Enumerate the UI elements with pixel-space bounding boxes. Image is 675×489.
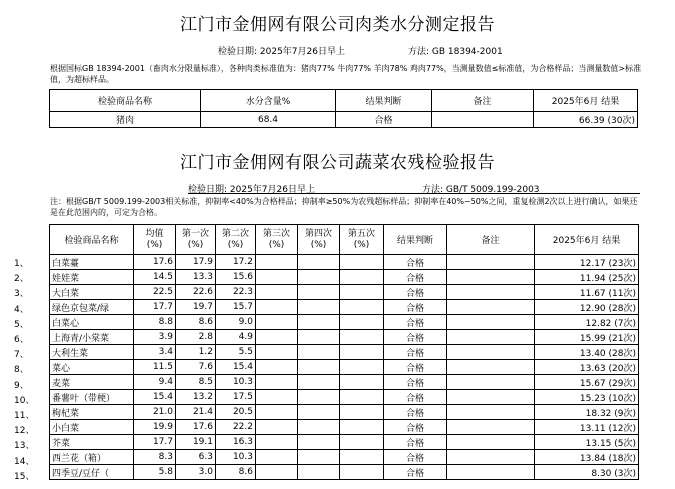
- test-3-value: [256, 330, 298, 345]
- test-2-value: 15.7: [216, 300, 256, 315]
- average-value: 8.3: [134, 450, 176, 465]
- vegetable-name: 娃娃菜: [50, 270, 134, 285]
- test-5-value: [340, 360, 384, 375]
- test-2-value: 22.2: [216, 420, 256, 435]
- table-row: [50, 330, 639, 345]
- test-4-value: [298, 270, 340, 285]
- header-product-name: 检验商品名称: [50, 225, 134, 255]
- test-3-value: [256, 360, 298, 375]
- meat-table: [49, 89, 638, 128]
- test-4-value: [298, 450, 340, 465]
- remark-value: [447, 270, 535, 285]
- row-number: 15、: [14, 471, 35, 482]
- june-result-value: 15.23 (10次): [535, 390, 639, 405]
- header-test-1: 第一次 (%): [176, 225, 216, 255]
- test-1-value: 21.4: [176, 405, 216, 420]
- result-value: 合格: [384, 390, 447, 405]
- june-result-value: 12.90 (28次): [535, 300, 639, 315]
- test-5-value: [340, 255, 384, 270]
- result-value: 合格: [384, 405, 447, 420]
- header-june-result: 2025年6月 结果: [535, 225, 639, 255]
- test-4-value: [298, 330, 340, 345]
- test-3-value: [256, 270, 298, 285]
- result-value: 合格: [384, 465, 447, 480]
- row-number: 8、: [14, 365, 29, 376]
- test-2-value: 16.3: [216, 435, 256, 450]
- test-4-value: [298, 300, 340, 315]
- remark-value: [447, 360, 535, 375]
- vegetable-name: 白菜心: [50, 315, 134, 330]
- header-average: 均值 (%): [134, 225, 176, 255]
- remark-value: [447, 315, 535, 330]
- test-2-value: 22.3: [216, 285, 256, 300]
- header-test-4: 第四次 (%): [298, 225, 340, 255]
- vegetable-name: 绿色京包菜/绿: [50, 300, 134, 315]
- average-value: 8.8: [134, 315, 176, 330]
- table-row: [50, 435, 639, 450]
- vegetable-name: 四季豆/豆仔（: [50, 465, 134, 480]
- average-value: 14.5: [134, 270, 176, 285]
- result-value: 合格: [384, 270, 447, 285]
- june-result-value: 11.67 (11次): [535, 285, 639, 300]
- test-2-value: 8.6: [216, 465, 256, 480]
- test-2-value: 5.5: [216, 345, 256, 360]
- remark-value: [447, 390, 535, 405]
- row-number: 2、: [14, 274, 29, 285]
- vegetable-name: 上海青/小棠菜: [50, 330, 134, 345]
- test-3-value: [256, 300, 298, 315]
- row-number: 1、: [14, 259, 29, 269]
- test-5-value: [340, 285, 384, 300]
- june-result-value: 13.63 (20次): [535, 360, 639, 375]
- test-5-value: [340, 465, 384, 480]
- test-4-value: [298, 285, 340, 300]
- result-value: 合格: [384, 420, 447, 435]
- table-row: [50, 450, 639, 465]
- result-value: 合格: [384, 255, 447, 270]
- test-1-value: 17.9: [176, 255, 216, 270]
- test-5-value: [340, 435, 384, 450]
- june-result-value: 8.30 (3次): [535, 465, 639, 480]
- test-5-value: [340, 315, 384, 330]
- remark-value: [447, 450, 535, 465]
- table-row: [50, 375, 639, 390]
- june-result-value: 15.99 (21次): [535, 330, 639, 345]
- vegetable-name: 小白菜: [50, 420, 134, 435]
- moisture-value: 68.4: [201, 112, 336, 128]
- header-test-5: 第五次 (%): [340, 225, 384, 255]
- row-number: 3、: [14, 289, 29, 300]
- table-row: [50, 345, 639, 360]
- row-number: 10、: [14, 395, 35, 406]
- vegetable-name: 菜心: [50, 360, 134, 375]
- june-result-value: 13.11 (12次): [535, 420, 639, 435]
- result-value: 合格: [384, 360, 447, 375]
- row-number: 11、: [14, 411, 35, 421]
- test-2-value: 15.6: [216, 270, 256, 285]
- result-value: 合格: [384, 450, 447, 465]
- june-result-value: 13.84 (18次): [535, 450, 639, 465]
- june-result-value: 66.39 (30次): [534, 112, 638, 128]
- average-value: 11.5: [134, 360, 176, 375]
- average-value: 3.9: [134, 330, 176, 345]
- vegetable-name: 大白菜: [50, 285, 134, 300]
- test-2-value: 15.4: [216, 360, 256, 375]
- test-5-value: [340, 420, 384, 435]
- average-value: 9.4: [134, 375, 176, 390]
- test-4-value: [298, 435, 340, 450]
- header-remark: 备注: [432, 90, 534, 112]
- row-number: 6、: [14, 335, 29, 345]
- veg-report-title: 江门市金佣网有限公司蔬菜农残检验报告: [180, 153, 495, 173]
- average-value: 19.9: [134, 420, 176, 435]
- remark-value: [447, 375, 535, 390]
- remark-value: [447, 465, 535, 480]
- table-row: [50, 405, 639, 420]
- table-row: [50, 315, 639, 330]
- result-value: 合格: [384, 375, 447, 390]
- remark-value: [447, 420, 535, 435]
- product-name: 猪肉: [50, 112, 201, 128]
- vegetable-name: 枸杞菜: [50, 405, 134, 420]
- test-1-value: 8.6: [176, 315, 216, 330]
- veg-standard-note: 注：根据GB/T 5009.199-2003相关标准，抑制率<40%为合格样品；抑制率≥50%为农残超标样品；抑制率在40%~50%之间，重复检测2次以上进行确认，如果还是在此范围内的，可定为合格。: [50, 197, 638, 217]
- test-5-value: [340, 270, 384, 285]
- header-product-name: 检验商品名称: [50, 90, 201, 112]
- veg-test-date: 检验日期: 2025年7月26日早上: [188, 185, 315, 195]
- row-number: 9、: [14, 380, 29, 391]
- test-2-value: 10.3: [216, 450, 256, 465]
- row-number: 7、: [14, 350, 29, 361]
- test-3-value: [256, 285, 298, 300]
- test-4-value: [298, 390, 340, 405]
- vegetable-name: 大利生菜: [50, 345, 134, 360]
- table-row: [50, 465, 639, 480]
- remark-value: [447, 435, 535, 450]
- test-5-value: [340, 375, 384, 390]
- test-3-value: [256, 390, 298, 405]
- test-1-value: 19.1: [176, 435, 216, 450]
- header-remark: 备注: [447, 225, 535, 255]
- test-4-value: [298, 405, 340, 420]
- test-4-value: [298, 315, 340, 330]
- test-3-value: [256, 450, 298, 465]
- result-value: 合格: [384, 435, 447, 450]
- remark-value: [432, 112, 534, 128]
- june-result-value: 13.40 (28次): [535, 345, 639, 360]
- average-value: 21.0: [134, 405, 176, 420]
- test-5-value: [340, 390, 384, 405]
- test-1-value: 13.3: [176, 270, 216, 285]
- test-5-value: [340, 330, 384, 345]
- remark-value: [447, 300, 535, 315]
- test-3-value: [256, 375, 298, 390]
- test-1-value: 13.2: [176, 390, 216, 405]
- table-row: [50, 420, 639, 435]
- test-3-value: [256, 420, 298, 435]
- vegetable-name: 番薯叶（带梗）: [50, 390, 134, 405]
- test-3-value: [256, 405, 298, 420]
- result-value: 合格: [384, 300, 447, 315]
- meat-test-date: 检验日期: 2025年7月26日早上: [218, 47, 345, 57]
- meat-method: 方法: GB 18394-2001: [408, 47, 503, 57]
- remark-value: [447, 345, 535, 360]
- header-result: 结果判断: [384, 225, 447, 255]
- test-1-value: 1.2: [176, 345, 216, 360]
- veg-table-header: [50, 225, 639, 255]
- veg-table: [49, 224, 639, 480]
- test-2-value: 10.3: [216, 375, 256, 390]
- remark-value: [447, 330, 535, 345]
- result-value: 合格: [384, 285, 447, 300]
- test-5-value: [340, 405, 384, 420]
- result-value: 合格: [336, 112, 432, 128]
- meat-table-header: [50, 90, 638, 112]
- test-4-value: [298, 465, 340, 480]
- header-test-3: 第三次 (%): [256, 225, 298, 255]
- table-row: [50, 270, 639, 285]
- row-number: 5、: [14, 319, 29, 330]
- test-2-value: 20.5: [216, 405, 256, 420]
- test-1-value: 7.6: [176, 360, 216, 375]
- result-value: 合格: [384, 345, 447, 360]
- table-row: [50, 255, 639, 270]
- test-3-value: [256, 345, 298, 360]
- june-result-value: 12.17 (23次): [535, 255, 639, 270]
- average-value: 22.5: [134, 285, 176, 300]
- average-value: 17.7: [134, 300, 176, 315]
- remark-value: [447, 405, 535, 420]
- remark-value: [447, 285, 535, 300]
- test-1-value: 6.3: [176, 450, 216, 465]
- test-5-value: [340, 450, 384, 465]
- test-4-value: [298, 360, 340, 375]
- test-4-value: [298, 420, 340, 435]
- test-5-value: [340, 345, 384, 360]
- test-2-value: 9.0: [216, 315, 256, 330]
- june-result-value: 13.15 (5次): [535, 435, 639, 450]
- table-row: [50, 300, 639, 315]
- meat-report-title: 江门市金佣网有限公司肉类水分测定报告: [180, 15, 495, 35]
- june-result-value: 15.67 (29次): [535, 375, 639, 390]
- test-5-value: [340, 300, 384, 315]
- average-value: 5.8: [134, 465, 176, 480]
- average-value: 17.7: [134, 435, 176, 450]
- average-value: 17.6: [134, 255, 176, 270]
- table-row: [50, 285, 639, 300]
- june-result-value: 11.94 (25次): [535, 270, 639, 285]
- header-result: 结果判断: [336, 90, 432, 112]
- header-moisture: 水分含量%: [201, 90, 336, 112]
- table-row: [50, 390, 639, 405]
- row-number: 14、: [14, 456, 35, 467]
- test-1-value: 8.5: [176, 375, 216, 390]
- row-number: 13、: [14, 441, 35, 452]
- average-value: 3.4: [134, 345, 176, 360]
- test-4-value: [298, 375, 340, 390]
- test-1-value: 2.8: [176, 330, 216, 345]
- vegetable-name: 西兰花（箱）: [50, 450, 134, 465]
- table-row: [50, 112, 638, 128]
- header-test-2: 第二次 (%): [216, 225, 256, 255]
- vegetable-name: 白菜薹: [50, 255, 134, 270]
- test-2-value: 17.2: [216, 255, 256, 270]
- vegetable-name: 麦菜: [50, 375, 134, 390]
- row-number: 12、: [14, 426, 35, 437]
- test-1-value: 3.0: [176, 465, 216, 480]
- test-3-value: [256, 315, 298, 330]
- test-2-value: 17.5: [216, 390, 256, 405]
- test-4-value: [298, 345, 340, 360]
- row-number: 4、: [14, 304, 29, 315]
- june-result-value: 18.32 (9次): [535, 405, 639, 420]
- vegetable-name: 芥菜: [50, 435, 134, 450]
- test-3-value: [256, 465, 298, 480]
- average-value: 15.4: [134, 390, 176, 405]
- veg-method: 方法: GB/T 5009.199-2003: [422, 185, 540, 195]
- meat-standard-note: 根据国标GB 18394-2001（畜肉水分限量标准），各种肉类标准值为：猪肉77% 牛肉77% 羊肉78% 鸡肉77%，当测量数值≤标准值，为合格样品；当测量数值>标准值，为超标样品。: [50, 64, 642, 84]
- header-june-result: 2025年6月 结果: [534, 90, 638, 112]
- test-4-value: [298, 255, 340, 270]
- june-result-value: 12.82 (7次): [535, 315, 639, 330]
- result-value: 合格: [384, 330, 447, 345]
- result-value: 合格: [384, 315, 447, 330]
- table-row: [50, 360, 639, 375]
- test-1-value: 17.6: [176, 420, 216, 435]
- test-3-value: [256, 255, 298, 270]
- remark-value: [447, 255, 535, 270]
- test-2-value: 4.9: [216, 330, 256, 345]
- test-1-value: 22.6: [176, 285, 216, 300]
- header-divider: [188, 193, 640, 194]
- test-1-value: 19.7: [176, 300, 216, 315]
- test-3-value: [256, 435, 298, 450]
